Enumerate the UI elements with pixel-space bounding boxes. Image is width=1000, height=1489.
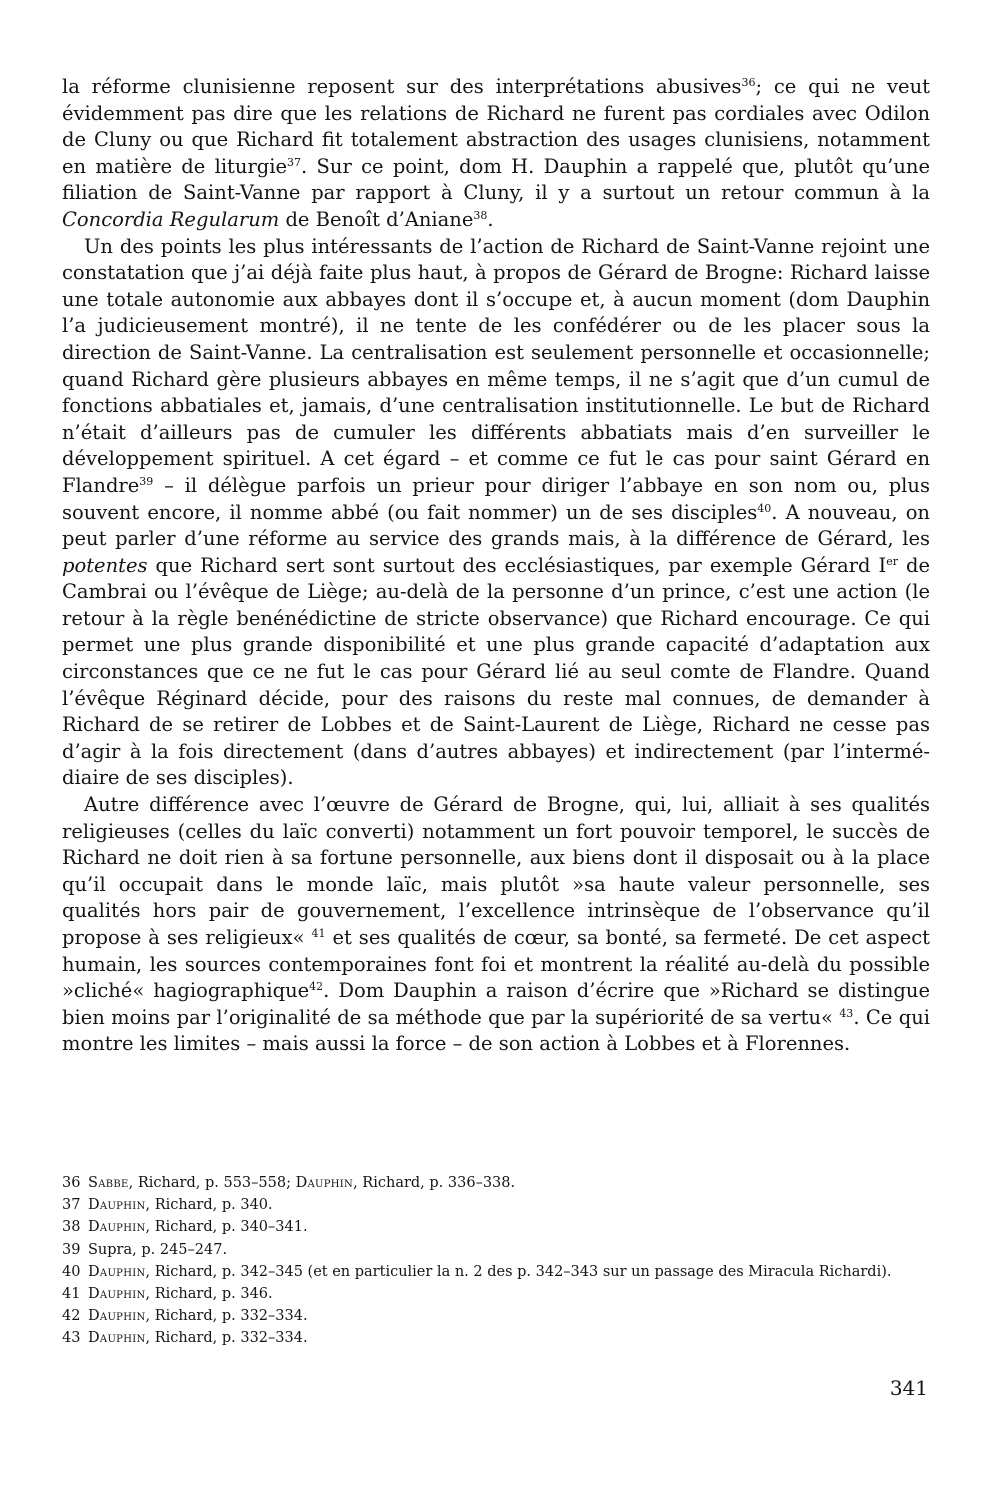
footnote-number: 37 (62, 1197, 81, 1214)
footnote (62, 1327, 930, 1349)
text-run: Un des points les plus intéressants de l’action de Richard de Saint-Vanne rejoint une constatation que j’ai déjà faite plus haut, à propos de Gérard de Brogne: Richard laisse une totale autonomie aux abbayes dont il s’occupe et, à aucun moment (dom Dauphin l’a judicieusement montré), il ne tente de les confédérer ou de les placer sous la direction de Saint-Vanne. La centralisation est seulement personnelle et occasionnelle; quand Richard gère plusieurs abbayes en même temps, il ne s’agit que d’un cumul de fonctions abbatiales et, jamais, d’une centralisation institutionnelle. Le but de Richard n’était d’ailleurs pas de cumuler les différents abbatiats mais d’en surveiller le développement spirituel. A cet égard – et comme ce fut le cas pour saint Gérard en Flandre (62, 234, 930, 497)
footnote (62, 1194, 930, 1216)
author-name: Dauphin (88, 1219, 146, 1236)
footnote-text (88, 1172, 930, 1194)
text-run: et ses qualités de cœur, sa bonté, sa fermeté. De cet aspect humain, les sources contemporaines font foi et montrent la réalité au-delà du possible »cliché« hagiographique (62, 926, 930, 1003)
footnote-text (88, 1216, 930, 1238)
footnote-number: 43 (62, 1330, 81, 1347)
footnote (62, 1216, 930, 1238)
paragraph-1 (62, 74, 930, 234)
footnote (62, 1305, 930, 1327)
text-run: , Richard, p. 336–338. (353, 1175, 516, 1191)
author-name: Dauphin (88, 1308, 146, 1325)
paragraph-2 (62, 234, 930, 792)
body-text (62, 74, 930, 1058)
text-run: , Richard, p. 346. (145, 1286, 273, 1303)
footnote-text (88, 1305, 930, 1327)
footnote (62, 1261, 930, 1283)
footnote-text (88, 1327, 930, 1349)
author-name: Dauphin (88, 1286, 146, 1303)
author-name: Sabbe (88, 1175, 129, 1191)
footnote-reference: 37 (287, 155, 302, 169)
text-run: ; ce qui ne veut évidemment pas dire que les relations de Richard ne furent pas cordiales avec Odilon de Cluny ou que Richard fit totalement abstraction des usages clunisiens, notamment en matière de liturgie (62, 75, 930, 178)
text-run: Supra, p. 245–247. (88, 1241, 228, 1258)
text-run: . A nouveau, on peut parler d’une réforme au service des grands mais, à la différence de Gérard, les (62, 500, 930, 551)
author-name: Dauphin (295, 1175, 354, 1191)
text-run: , Richard, p. 553–558; (128, 1175, 296, 1191)
footnote-reference: 38 (473, 208, 488, 222)
footnote-reference: 43 (839, 1006, 854, 1020)
footnote (62, 1283, 930, 1305)
text-run: , Richard, p. 332–334. (145, 1330, 308, 1347)
page-number: 341 (889, 1376, 928, 1400)
footnote (62, 1172, 930, 1194)
paragraph-3 (62, 792, 930, 1058)
text-run: . Ce qui montre les limites – mais aussi la force – de son action à Lobbes et à Florennes. (62, 1005, 930, 1056)
footnote-number: 38 (62, 1219, 81, 1236)
text-run: , Richard, p. 340–341. (145, 1219, 308, 1236)
footnotes (62, 1172, 930, 1350)
footnote-reference: 42 (309, 980, 324, 994)
footnote-text (88, 1283, 930, 1305)
footnote-text (88, 1194, 930, 1216)
footnote-number: 42 (62, 1308, 81, 1325)
footnote-reference: 36 (741, 76, 756, 89)
text-run: de Benoît d’Aniane (279, 207, 474, 231)
italic-text: Concordia Regularum (62, 207, 280, 231)
italic-text: potentes (62, 553, 148, 577)
footnote-reference: er (886, 554, 898, 568)
text-run: de Cambrai ou l’évêque de Liège; au-delà de la personne d’un prince, c’est une action (le retour à la règle benénédictine de stricte observance) que Richard encourage. Ce qui permet une plus grande disponibilité et une plus grande capacité d’adaptation aux circonstances que ce ne fut le cas pour Gérard lié au seul comte de Flandre. Quand l’évêque Réginard décide, pour des raisons du reste mal connues, de demander à Richard de se retirer de Lobbes et de Saint-Laurent de Liège, Richard ne cesse pas d’agir à la fois directement (dans d’autres abbayes) et indirectement (par l’intermédiaire de ses disciples). (62, 553, 930, 790)
author-name: Dauphin (88, 1197, 146, 1214)
footnote-number: 39 (62, 1241, 81, 1258)
footnote-reference: 40 (757, 501, 772, 515)
text-run: Autre différence avec l’œuvre de Gérard de Brogne, qui, lui, alliait à ses qualités religieuses (celles du laïc converti) notamment un fort pouvoir temporel, le succès de Richard ne doit rien à sa fortune personnelle, aux biens dont il disposait ou à la place qu’il occupait dans le monde laïc, mais plutôt »sa haute valeur personnelle, ses qualités hors pair de gouvernement, l’excellence intrinsèque de l’observance qu’il propose à ses religieux« (62, 793, 930, 949)
text-run: – il délègue parfois un prieur pour diriger l’abbaye en son nom ou, plus souvent encore, il nomme abbé (ou fait nommer) un de ses disciples (62, 473, 930, 524)
text-run: . (487, 207, 494, 231)
book-page (62, 74, 930, 1400)
text-run: . Sur ce point, dom H. Dauphin a rappelé que, plutôt qu’une filiation de Saint-Vanne par rapport à Cluny, il y a surtout un retour commun à la (62, 154, 930, 205)
footnote-reference: 41 (311, 927, 326, 940)
footnote-text (88, 1239, 930, 1261)
text-run: . Dom Dauphin a raison d’écrire que »Richard se distingue bien moins par l’originalité de sa méthode que par la supériorité de sa vertu« (62, 979, 930, 1029)
author-name: Dauphin (88, 1263, 146, 1280)
footnote-number: 36 (62, 1175, 81, 1191)
text-run: , Richard, p. 342–345 (et en particulier la n. 2 des p. 342–343 sur un passage des Miracula Richardi). (145, 1263, 892, 1280)
footnote (62, 1239, 930, 1261)
author-name: Dauphin (88, 1330, 146, 1347)
text-run: que Richard sert sont surtout des ecclésiastiques, par exemple Gérard I (147, 553, 887, 577)
footnote-reference: 39 (139, 474, 154, 488)
text-run: la réforme clunisienne reposent sur des interprétations abusives (62, 75, 742, 98)
footnote-number: 40 (62, 1263, 81, 1280)
footnote-number: 41 (62, 1286, 81, 1303)
footnote-text (88, 1261, 930, 1283)
text-run: , Richard, p. 340. (145, 1197, 273, 1214)
text-run: , Richard, p. 332–334. (145, 1308, 308, 1325)
